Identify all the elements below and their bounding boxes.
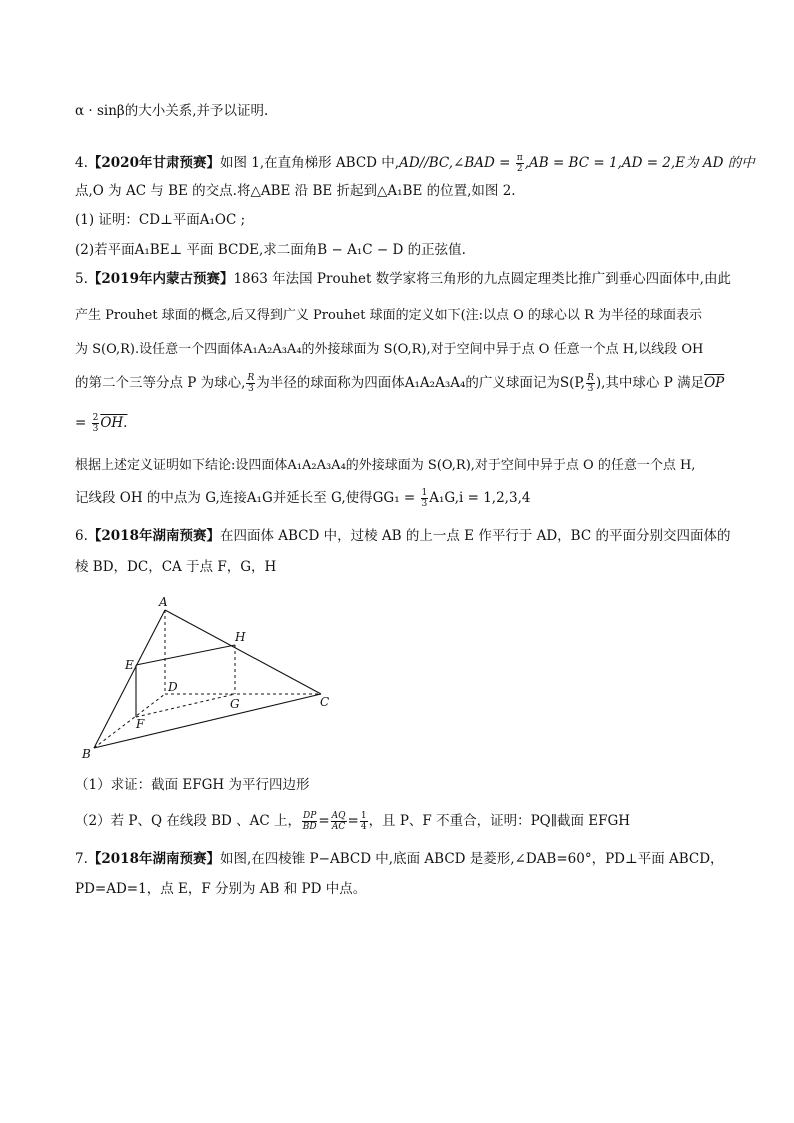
vertex-label-b: B: [82, 747, 91, 761]
problem-7-line-1: 7.【2018年湖南预赛】如图,在四棱锥 P−ABCD 中,底面 ABCD 是菱形,∠DAB=60°，PD⊥平面 ABCD，: [75, 851, 724, 867]
problem-5-line-7: 记线段 OH 的中点为 G,连接A₁G并延长至 G,使得GG₁ = $\frac{1}{3}$ A₁G,i = 1,2,3,4: [75, 488, 531, 509]
vertex-label-c: C: [320, 695, 330, 709]
problem-6-line-1: 6.【2018年湖南预赛】在四面体 ABCD 中，过棱 AB 的上一点 E 作平行于 AD，BC 的平面分别交四面体的: [75, 528, 731, 544]
tetrahedron-figure: [70, 588, 350, 768]
problem-6-line-2: 棱 BD，DC，CA 于点 F，G，H: [75, 559, 277, 575]
problem-4-question-1: (1) 证明：CD⊥平面A₁OC ;: [75, 212, 246, 228]
problem-4-line-1: 4.【2020年甘肃预赛】如图 1,在直角梯形 ABCD 中,AD//BC,∠BAD = $\frac{\pi}{2}$ ,AB = BC = 1,AD = 2,E为 AD 的中: [75, 153, 755, 174]
problem-5-line-2: 产生 Prouhet 球面的概念,后又得到广义 Prouhet 球面的定义如下(注:以点 O 的球心以 R 为半径的球面表示: [75, 308, 702, 323]
problem-6-question-1: （1）求证：截面 EFGH 为平行四边形: [75, 777, 310, 793]
problem-5-line-4: 的第二个三等分点 P 为球心, $\frac{R}{3}$ 为半径的球面称为四面体A₁A₂A₃A₄的广义球面记为S(P, $\frac{R}{3}$ ),其中球心 P 满足$\overline{OP}$: [75, 373, 725, 394]
problem-5-line-6: 根据上述定义证明如下结论:设四面体A₁A₂A₃A₄的外接球面为 S(O,R),对于空间中异于点 O 的任意一个点 H,: [75, 458, 696, 473]
vertex-label-h: H: [235, 630, 246, 644]
vertex-label-d: D: [168, 680, 178, 694]
vertex-label-e: E: [125, 658, 134, 672]
problem-4-line-2: 点,O 为 AC 与 BE 的交点.将△ABE 沿 BE 折起到△A₁BE 的位置,如图 2.: [75, 183, 516, 199]
problem-6-question-2: （2）若 P、Q 在线段 BD 、AC 上， $\frac{DP}{BD}$ = $\frac{AQ}{AC}$ = $\frac{1}{4}$ ，且 P、F 不重合，证明：PQ∥截面 EFGH: [75, 811, 631, 832]
problem-5-line-1: 5.【2019年内蒙古预赛】1863 年法国 Prouhet 数学家将三角形的九点圆定理类比推广到垂心四面体中,由此: [75, 271, 731, 287]
vertex-label-f: F: [136, 717, 145, 731]
problem-7-line-2: PD=AD=1，点 E，F 分别为 AB 和 PD 中点。: [75, 881, 367, 897]
vertex-label-g: G: [230, 697, 240, 711]
vertex-label-a: A: [159, 595, 168, 609]
problem-5-line-3: 为 S(O,R).设任意一个四面体A₁A₂A₃A₄的外接球面为 S(O,R),对于空间中异于点 O 任意一个点 H,以线段 OH: [75, 342, 704, 357]
problem-4-question-2: (2)若平面A₁BE⊥ 平面 BCDE,求二面角B − A₁C − D 的正弦值.: [75, 242, 466, 258]
problem-5-line-5: = $\frac{2}{3}$ OH.: [75, 413, 128, 434]
text-line: α · sinβ的大小关系,并予以证明.: [75, 103, 269, 119]
